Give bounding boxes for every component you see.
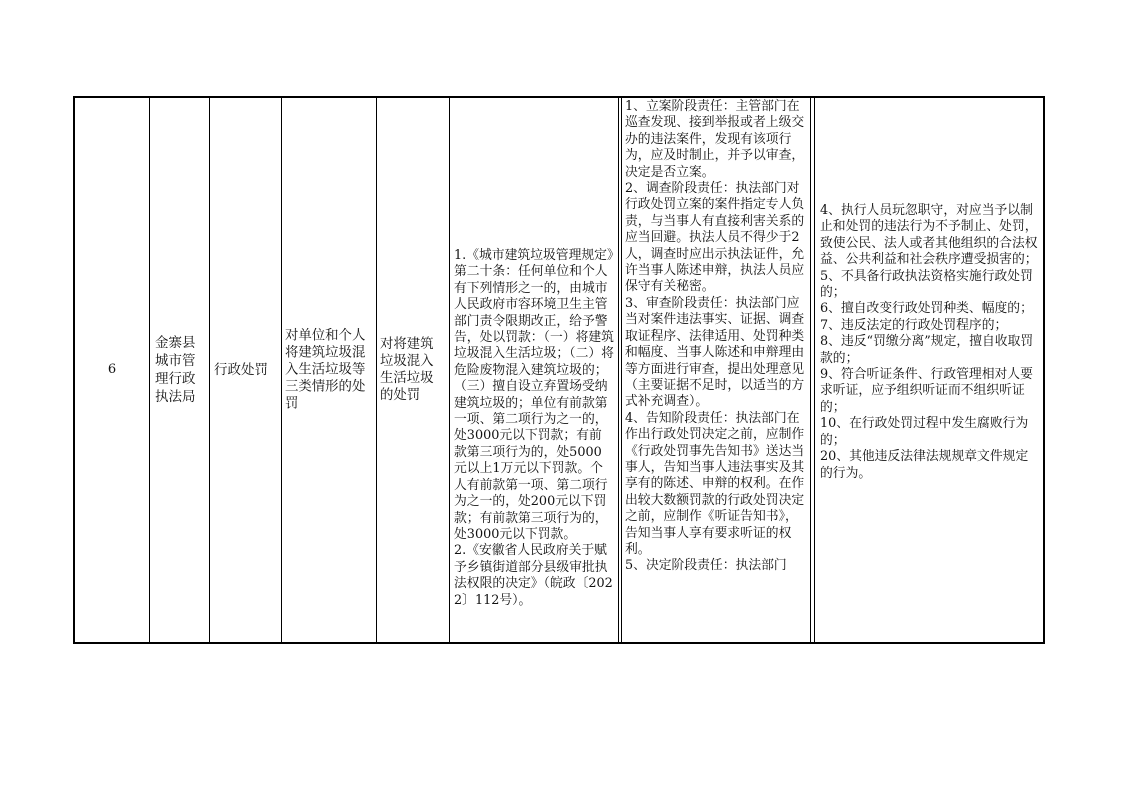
col-responsibilities	[618, 98, 814, 642]
legal-basis	[454, 248, 614, 609]
responsibility-5: 5、决定阶段责任：执法部门	[625, 558, 787, 574]
row-number: 6	[107, 361, 117, 377]
legal-basis-1: 1.《城市建筑垃圾管理规定》第二十条：任何单位和个人有下列情形之一的，由城市人民政府市容环境卫生主管部门责令限期改正，给予警告，处以罚款：（一）将建筑垃圾混入生活垃圾；（二）将危险废物混入建筑垃圾的；（三）擅自设立弃置场受纳建筑垃圾的；单位有前款第一项、第二项行为之一的，处3000元以下罚款；有前款第三项行为的，处5000元以上1万元以下罚款。个人有前款第一项、第二项行为之一的，处200元以下罚款；有前款第三项行为的，处3000元以下罚款。	[454, 248, 614, 542]
accountability-7: 7、违反法定的行政处罚程序的；	[820, 317, 1008, 333]
sub-item-name: 对将建筑垃圾混入生活垃圾的处罚	[380, 337, 434, 403]
col-department	[149, 98, 209, 642]
accountability-6: 6、擅自改变行政处罚种类、幅度的；	[820, 301, 1033, 317]
accountability-10: 10、在行政处罚过程中发生腐败行为的；	[820, 416, 1029, 448]
accountability-20: 20、其他违反法律法规规章文件规定的行为。	[820, 449, 1029, 481]
responsibility-2: 2、调查阶段责任：执法部门对行政处罚立案的案件指定专人负责，与当事人有直接利害关系的应当回避。执法人员不得少于2人，调查时应出示执法证件，允许当事人陈述申辩，执法人员应保守有关秘密。	[625, 181, 805, 295]
accountability-4: 4、执行人员玩忽职守，对应当予以制止和处罚的违法行为不予制止、处罚，致使公民、法人或者其他组织的合法权益、公共利益和社会秩序遭受损害的；	[820, 203, 1038, 268]
accountability-8: 8、违反“罚缴分离”规定，擅自收取罚款的；	[820, 334, 1034, 366]
col-power-type	[209, 98, 281, 642]
accountability-5: 5、不具备行政执法资格实施行政处罚的；	[820, 268, 1033, 301]
col-accountability	[814, 98, 1045, 642]
power-type: 行政处罚	[214, 361, 268, 378]
col-legal-basis	[449, 98, 618, 642]
double-rule	[621, 98, 622, 642]
responsibility-3: 3、审查阶段责任：执法部门应当对案件违法事实、证据、调查取证程序、法律适用、处罚种类和幅度、当事人陈述和申辩理由等方面进行审查，提出处理意见（主要证据不足时，以适当的方式补充调查）。	[625, 295, 805, 410]
legal-basis-2: 2.《安徽省人民政府关于赋予乡镇街道部分县级审批执法权限的决定》（皖政〔2022〕112号）。	[454, 543, 613, 608]
power-list-table	[73, 96, 1045, 644]
accountability-list	[820, 203, 1039, 482]
department-name: 金寨县城市管理行政执法局	[155, 335, 196, 405]
item-name: 对单位和个人将建筑垃圾混入生活垃圾等三类情形的处罚	[285, 328, 366, 412]
responsibility-1: 1、立案阶段责任：主管部门在巡查发现、接到举报或者上级交办的违法案件，发现有该项行为，应及时制止，并予以审查，决定是否立案。	[625, 99, 805, 180]
accountability-9: 9、符合听证条件、行政管理相对人要求听证，应予组织听证而不组织听证的；	[820, 367, 1033, 415]
responsibility-4: 4、告知阶段责任：执法部门在作出行政处罚决定之前，应制作《行政处罚事先告知书》送达当事人，告知当事人违法事实及其享有的陈述、申辩的权利。在作出较大数额罚款的行政处罚决定之前，应制作《听证告知书》，告知当事人享有要求听证的权利。	[625, 410, 805, 557]
col-item-name	[281, 98, 376, 642]
responsibility-list	[625, 99, 810, 575]
col-number	[75, 98, 149, 642]
col-sub-item	[376, 98, 449, 642]
double-rule-right	[810, 98, 811, 642]
